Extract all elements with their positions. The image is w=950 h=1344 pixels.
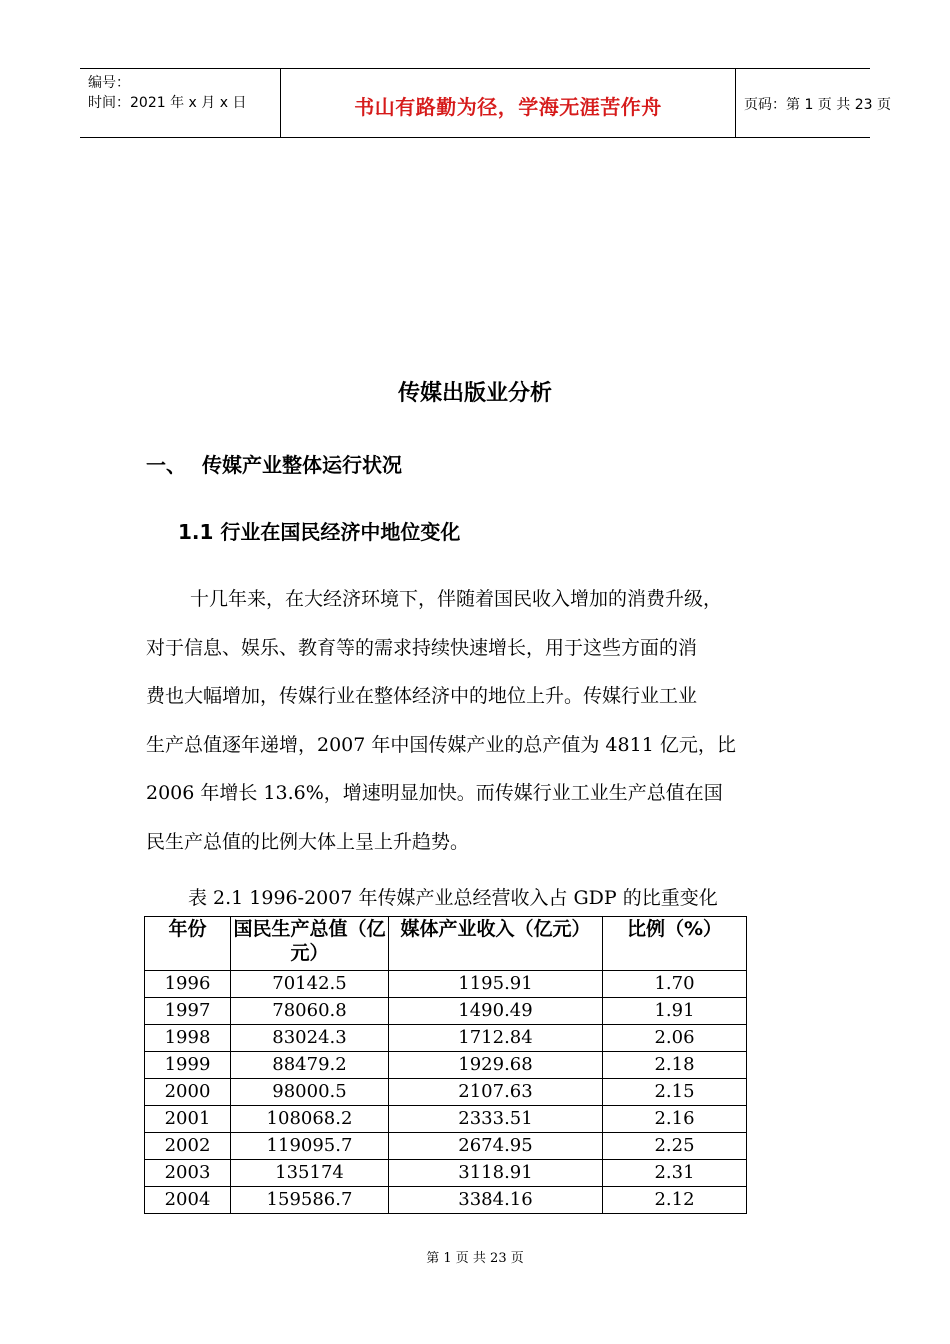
table-caption: 表 2.1 1996-2007 年传媒产业总经营收入占 GDP 的比重变化 <box>188 887 718 909</box>
table-cell: 2333.51 <box>389 1106 603 1133</box>
paragraph-line: 对于信息、娱乐、教育等的需求持续快速增长，用于这些方面的消 <box>146 636 698 659</box>
table-cell: 70142.5 <box>231 971 389 998</box>
section-heading <box>146 449 402 478</box>
table-cell: 119095.7 <box>231 1133 389 1160</box>
column-header-year: 年份 <box>145 917 231 971</box>
table-row <box>145 1052 747 1079</box>
table-cell: 1997 <box>145 998 231 1025</box>
header-page-cell <box>734 69 891 137</box>
table-row <box>145 971 747 998</box>
table-cell: 2000 <box>145 1079 231 1106</box>
table-row <box>145 1160 747 1187</box>
table-row <box>145 1187 747 1214</box>
table-row <box>145 998 747 1025</box>
table-cell: 1996 <box>145 971 231 998</box>
table-row <box>145 1106 747 1133</box>
section-number: 一、 <box>146 453 186 477</box>
table-cell: 1.91 <box>603 998 747 1025</box>
header-meta-cell <box>80 69 280 137</box>
table-cell: 2003 <box>145 1160 231 1187</box>
table-cell: 1490.49 <box>389 998 603 1025</box>
header-motto: 书山有路勤为径，学海无涯苦作舟 <box>354 95 662 119</box>
table-cell: 2107.63 <box>389 1079 603 1106</box>
table-cell: 1999 <box>145 1052 231 1079</box>
header-page-info: 页码：第 1 页 共 23 页 <box>744 97 891 113</box>
gdp-media-table <box>144 916 747 1214</box>
document-title: 传媒出版业分析 <box>397 381 552 406</box>
subsection-heading: 1.1 行业在国民经济中地位变化 <box>178 520 461 544</box>
table-cell: 135174 <box>231 1160 389 1187</box>
document-date: 时间：2021 年 x 月 x 日 <box>88 95 247 111</box>
column-header-ratio: 比例（%） <box>603 917 747 971</box>
table-cell: 2002 <box>145 1133 231 1160</box>
table-cell: 108068.2 <box>231 1106 389 1133</box>
paragraph-line: 费也大幅增加，传媒行业在整体经济中的地位上升。传媒行业工业 <box>146 685 698 708</box>
table-cell: 159586.7 <box>231 1187 389 1214</box>
document-number-label: 编号： <box>88 75 130 91</box>
column-header-media-income: 媒体产业收入（亿元） <box>389 917 603 971</box>
table-cell: 2004 <box>145 1187 231 1214</box>
table-cell: 2.16 <box>603 1106 747 1133</box>
column-header-gnp: 国民生产总值（亿元） <box>231 917 389 971</box>
table-cell: 2.31 <box>603 1160 747 1187</box>
table-cell: 1195.91 <box>389 971 603 998</box>
section-title: 传媒产业整体运行状况 <box>202 453 402 477</box>
body-paragraph <box>146 575 846 867</box>
table-cell: 2.12 <box>603 1187 747 1214</box>
page-header <box>80 68 891 138</box>
table-cell: 2.18 <box>603 1052 747 1079</box>
table-cell: 1929.68 <box>389 1052 603 1079</box>
table-cell: 2674.95 <box>389 1133 603 1160</box>
paragraph-line: 2006 年增长 13.6%，增速明显加快。而传媒行业工业生产总值在国 <box>146 782 723 805</box>
paragraph-line: 十几年来，在大经济环境下，伴随着国民收入增加的消费升级， <box>190 588 723 610</box>
table-cell: 83024.3 <box>231 1025 389 1052</box>
table-cell: 2.25 <box>603 1133 747 1160</box>
table-body <box>145 971 747 1214</box>
header-motto-cell <box>280 69 736 137</box>
table-cell: 2.15 <box>603 1079 747 1106</box>
table-cell: 78060.8 <box>231 998 389 1025</box>
table-row <box>145 1025 747 1052</box>
table-row <box>145 1079 747 1106</box>
table-header-row <box>145 917 747 971</box>
table-cell: 1998 <box>145 1025 231 1052</box>
paragraph-line: 生产总值逐年递增，2007 年中国传媒产业的总产值为 4811 亿元，比 <box>146 733 736 756</box>
table-cell: 2001 <box>145 1106 231 1133</box>
table-cell: 2.06 <box>603 1025 747 1052</box>
table-cell: 98000.5 <box>231 1079 389 1106</box>
table-row <box>145 1133 747 1160</box>
paragraph-line: 民生产总值的比例大体上呈上升趋势。 <box>146 830 470 853</box>
table-cell: 3118.91 <box>389 1160 603 1187</box>
table-cell: 1.70 <box>603 971 747 998</box>
table-cell: 1712.84 <box>389 1025 603 1052</box>
table-cell: 88479.2 <box>231 1052 389 1079</box>
page-footer: 第 1 页 共 23 页 <box>426 1251 524 1266</box>
table-cell: 3384.16 <box>389 1187 603 1214</box>
